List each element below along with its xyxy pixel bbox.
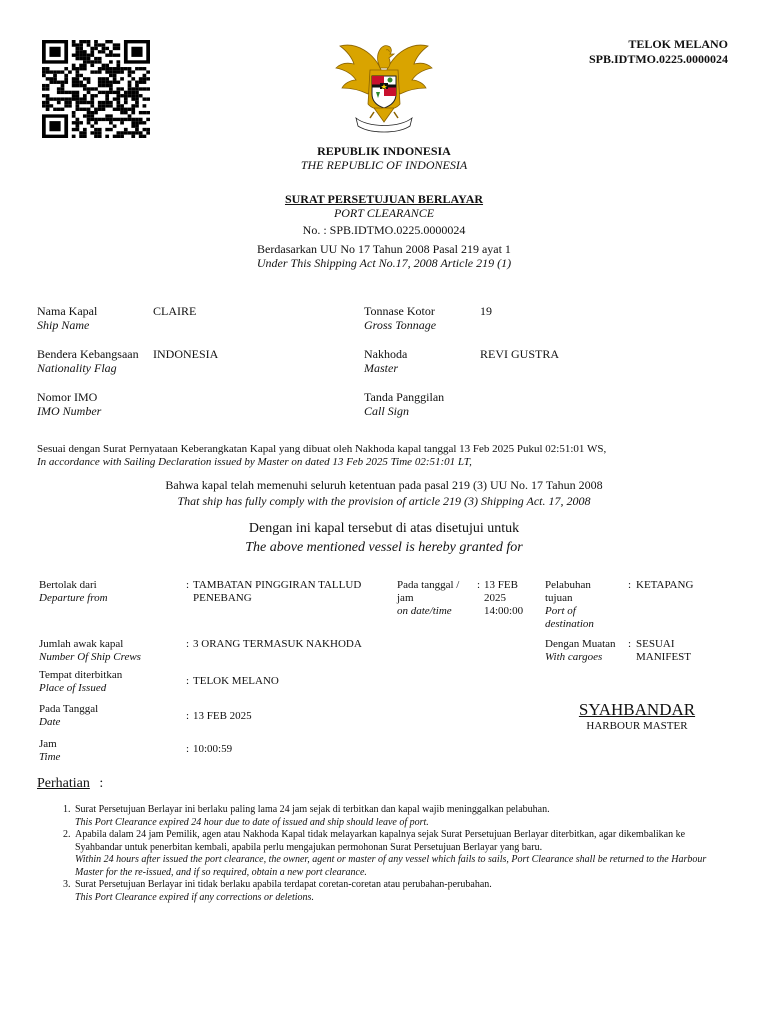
header-port-name: TELOK MELANO: [628, 37, 728, 51]
date-time-label-en: on date/time: [397, 605, 452, 617]
compliance-statement-en: That ship has fully comply with the provision of article 219 (3) Shipping Act. 17, 2008: [177, 494, 591, 508]
note-number: 2.: [63, 829, 71, 840]
country-name-en: THE REPUBLIC OF INDONESIA: [300, 158, 468, 172]
cargo-label-en: With cargoes: [545, 651, 603, 663]
ship-name-label: Nama Kapal: [37, 304, 98, 318]
note-text-en: This Port Clearance expired 24 hour due to date of issued and ship should leave of port.: [75, 816, 429, 828]
garuda-pancasila-emblem: [334, 32, 434, 136]
compliance-statement: [0, 477, 768, 509]
master-label-en: Master: [364, 361, 398, 375]
cargo-value-line2: MANIFEST: [636, 651, 692, 663]
place-issued-colon: :: [186, 675, 190, 687]
issue-time-colon: :: [186, 743, 190, 755]
gross-tonnage-label: Tonnase Kotor: [364, 304, 435, 318]
document-number: No. : SPB.IDTMO.0225.0000024: [302, 223, 466, 237]
destination-label-line1: Pelabuhan: [545, 579, 591, 591]
note-number: 1.: [63, 804, 71, 815]
destination-value: KETAPANG: [636, 579, 694, 591]
date-time-label-line2: jam: [397, 592, 414, 604]
issue-date-value: 13 FEB 2025: [193, 710, 252, 722]
legal-basis-en: Under This Shipping Act No.17, 2008 Article 219 (1): [256, 256, 512, 270]
time-value: 14:00:00: [484, 605, 524, 617]
harbour-master-subtitle: HARBOUR MASTER: [586, 720, 688, 732]
sailing-declaration-en: In accordance with Sailing Declaration issued by Master on dated 13 Feb 2025 Time 02:51:01 LT,: [37, 456, 472, 468]
crew-colon: :: [186, 638, 190, 650]
country-name-id: REPUBLIK INDONESIA: [317, 144, 451, 158]
note-text-id: Surat Persetujuan Berlayar ini berlaku paling lama 24 jam sejak di terbitkan dan kapal wajib meninggalkan pelabuhan.: [75, 804, 550, 815]
document-title-en: PORT CLEARANCE: [333, 206, 435, 220]
issue-time-label-en: Time: [39, 751, 61, 763]
compliance-statement-id: Bahwa kapal telah memenuhi seluruh ketentuan pada pasal 219 (3) UU No. 17 Tahun 2008: [165, 478, 603, 492]
flag-label-en: Nationality Flag: [37, 361, 117, 375]
date-time-label-line1: Pada tanggal /: [397, 579, 460, 591]
issue-date-label: Pada Tanggal: [39, 703, 99, 715]
document-title-block: [0, 192, 768, 270]
place-issued-label: Tempat diterbitkan: [39, 669, 123, 681]
sailing-declaration-id: Sesuai dengan Surat Pernyataan Keberangkatan Kapal yang dibuat oleh Nakhoda kapal tanggal 13 Feb 2025 Pukul 02:51:01 WS,: [37, 443, 607, 455]
grant-statement: [0, 519, 768, 557]
note-text-id: Apabila dalam 24 jam Pemilik, agen atau Nakhoda Kapal tidak melayarkan kapalnya sejak Surat Persetujuan Berlayar diterbitkan, agar dikembalikan ke Syahbandar untuk penerbitan kembali, apabila perlu mengajukan permohonan Surat Persetujuan Berlayar yang baru.: [75, 829, 686, 853]
qr-code: [42, 40, 150, 138]
ship-name-value: CLAIRE: [153, 304, 197, 318]
date-value-line2: 2025: [484, 592, 506, 604]
place-issued-label-en: Place of Issued: [39, 682, 107, 694]
issue-date-label-en: Date: [39, 716, 61, 728]
cargo-label: Dengan Muatan: [545, 638, 616, 650]
place-issued-value: TELOK MELANO: [193, 675, 279, 687]
title-block: [0, 144, 768, 172]
departure-label: Bertolak dari: [39, 579, 97, 591]
master-value: REVI GUSTRA: [480, 347, 560, 361]
notes-heading: [37, 775, 103, 793]
gross-tonnage-label-en: Gross Tonnage: [364, 318, 437, 332]
crew-value: 3 ORANG TERMASUK NAKHODA: [193, 638, 362, 650]
grant-statement-en: The above mentioned vessel is hereby granted for: [245, 540, 523, 555]
departure-value-line2: PENEBANG: [193, 592, 252, 604]
note-text-en: Within 24 hours after issued the port clearance, the owner, agent or master of any vessel which fails to sails, Port Clearance shall be returned to the Harbour Master for the re-issued, and if so required, obtain a new port clearance.: [75, 854, 707, 878]
date-time-colon: :: [477, 579, 481, 591]
legal-basis-id: Berdasarkan UU No 17 Tahun 2008 Pasal 219 ayat 1: [257, 242, 511, 256]
crew-label: Jumlah awak kapal: [39, 638, 124, 650]
imo-label: Nomor IMO: [37, 390, 98, 404]
note-item: [63, 829, 713, 879]
imo-label-en: IMO Number: [37, 404, 102, 418]
notes-list: [63, 804, 713, 904]
departure-colon: :: [186, 579, 190, 591]
notes-heading-colon: :: [99, 776, 104, 791]
departure-label-en: Departure from: [39, 592, 108, 604]
call-sign-label: Tanda Panggilan: [364, 390, 445, 404]
date-value-line1: 13 FEB: [484, 579, 518, 591]
flag-label: Bendera Kebangsaan: [37, 347, 139, 361]
harbour-master-title: SYAHBANDAR: [578, 700, 696, 719]
note-item: [63, 804, 713, 829]
signature-block: [562, 700, 712, 733]
destination-colon: :: [628, 579, 632, 591]
note-text-en: This Port Clearance expired if any corrections or deletions.: [75, 891, 314, 903]
gross-tonnage-value: 19: [480, 304, 492, 318]
call-sign-label-en: Call Sign: [364, 404, 410, 418]
issue-date-colon: :: [186, 710, 190, 722]
master-label: Nakhoda: [364, 347, 408, 361]
note-text-id: Surat Persetujuan Berlayar ini tidak berlaku apabila terdapat coretan-coretan atau perubahan-perubahan.: [75, 879, 492, 890]
flag-value: INDONESIA: [153, 347, 219, 361]
note-item: [63, 879, 713, 904]
header-document-number: SPB.IDTMO.0225.0000024: [588, 52, 728, 66]
issue-time-value: 10:00:59: [193, 743, 233, 755]
document-title-id: SURAT PERSETUJUAN BERLAYAR: [284, 192, 484, 206]
sailing-declaration: [37, 443, 737, 469]
crew-label-en: Number Of Ship Crews: [39, 651, 141, 663]
note-number: 3.: [63, 879, 71, 890]
departure-value-line1: TAMBATAN PINGGIRAN TALLUD: [193, 579, 362, 591]
cargo-colon: :: [628, 638, 632, 650]
destination-label-en-line1: Port of: [545, 605, 576, 617]
destination-label-en-line2: destination: [545, 618, 594, 630]
grant-statement-id: Dengan ini kapal tersebut di atas disetujui untuk: [248, 521, 520, 536]
issue-time-label: Jam: [39, 738, 57, 750]
ship-name-label-en: Ship Name: [37, 318, 90, 332]
notes-heading-text: Perhatian: [37, 776, 90, 791]
destination-label-line2: tujuan: [545, 592, 573, 604]
cargo-value-line1: SESUAI: [636, 638, 675, 650]
